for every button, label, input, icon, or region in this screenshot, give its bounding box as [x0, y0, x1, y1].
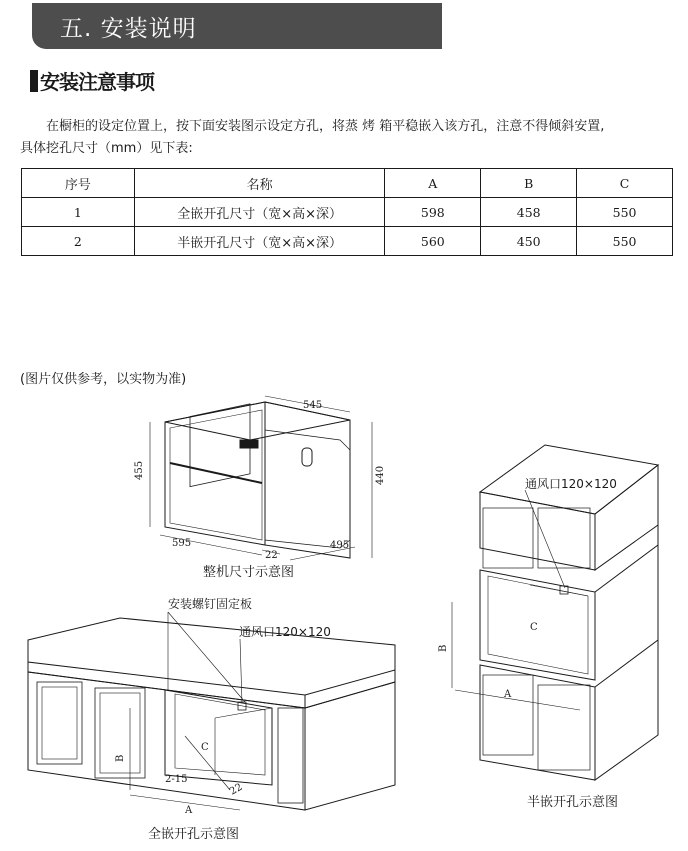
heading-marker [30, 70, 38, 92]
reference-note: (图片仅供参考，以实物为准) [20, 372, 187, 387]
table-cell: 560 [385, 227, 481, 256]
table-header-cell: B [481, 169, 577, 198]
table-cell: 1 [22, 198, 135, 227]
table-cell: 2 [22, 227, 135, 256]
table-header-cell: A [385, 169, 481, 198]
intro-line-2: 具体挖孔尺寸（mm）见下表: [20, 141, 193, 156]
table-header-row [22, 169, 673, 198]
installation-diagrams [0, 390, 688, 851]
vent-label-half: 通风口120×120 [525, 477, 617, 491]
table-cell: 550 [577, 227, 673, 256]
vent-label-full: 通风口120×120 [239, 625, 331, 639]
section-title: 五. 安装说明 [60, 16, 197, 42]
full-dim-B: B [115, 754, 126, 762]
table-header-cell: 名称 [134, 169, 385, 198]
full-dim-C: C [201, 742, 209, 753]
intro-paragraph [20, 116, 670, 160]
sub-heading [30, 66, 154, 95]
table-cell: 550 [577, 198, 673, 227]
half-dim-B: B [438, 644, 449, 652]
half-dim-A: A [504, 689, 512, 700]
full-dim-gap: 2-15 [165, 774, 188, 785]
table-row [22, 198, 673, 227]
table-header-cell: C [577, 169, 673, 198]
full-dim-edge: 22 [228, 781, 245, 798]
table-header-cell: 序号 [22, 169, 135, 198]
half-dim-C: C [530, 622, 538, 633]
intro-line-1: 在橱柜的设定位置上，按下面安装图示设定方孔，将蒸 烤 箱平稳嵌入该方孔，注意不得倾斜安置, [46, 119, 605, 134]
table-cell: 半嵌开孔尺寸（宽×高×深） [134, 227, 385, 256]
oven-caption: 整机尺寸示意图 [203, 565, 295, 580]
full-embed-caption: 全嵌开孔示意图 [148, 827, 240, 842]
dim-top-width: 545 [303, 400, 323, 411]
dim-depth: 495 [330, 540, 350, 551]
cutout-size-table [21, 168, 673, 256]
table-row [22, 227, 673, 256]
table-cell: 598 [385, 198, 481, 227]
half-embed-caption: 半嵌开孔示意图 [527, 795, 619, 810]
dim-door-gap: 22 [265, 550, 278, 561]
screw-plate-label: 安装螺钉固定板 [168, 597, 253, 611]
half-embed-drawing [452, 445, 658, 780]
dim-height-left: 455 [134, 460, 145, 480]
full-embed-drawing [28, 612, 395, 810]
oven-drawing [150, 396, 372, 560]
full-dim-A: A [185, 805, 193, 816]
dim-height-right: 440 [375, 465, 386, 485]
table-cell: 458 [481, 198, 577, 227]
table-cell: 全嵌开孔尺寸（宽×高×深） [134, 198, 385, 227]
dim-front-width: 595 [172, 538, 192, 549]
sub-heading-text: 安装注意事项 [40, 70, 154, 94]
table-cell: 450 [481, 227, 577, 256]
